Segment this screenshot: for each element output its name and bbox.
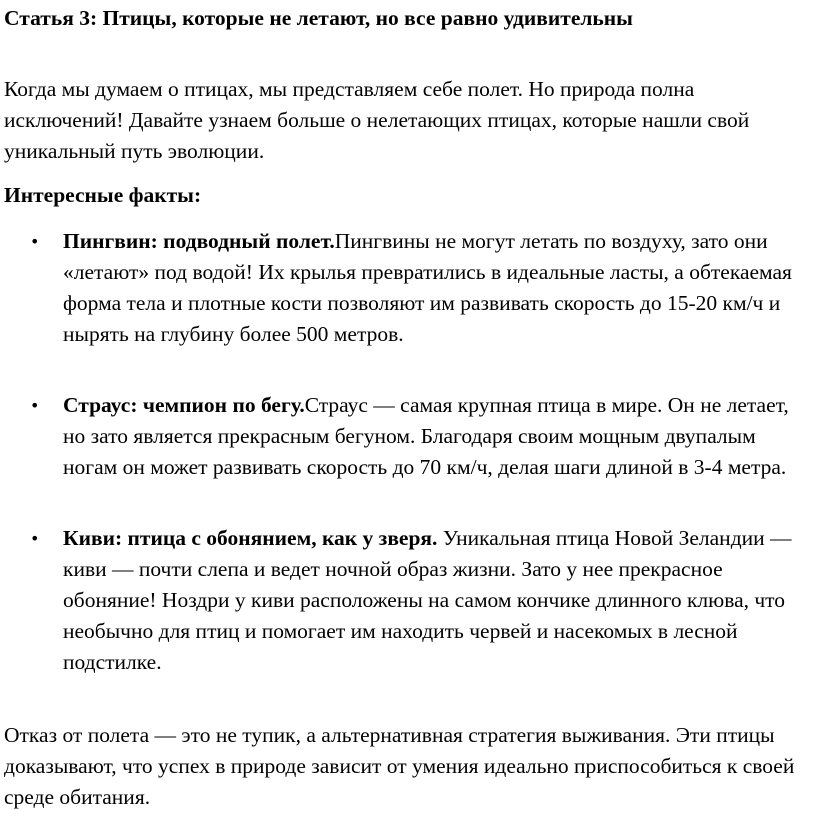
fact-text [63,390,798,483]
fact-title: Страус: чемпион по бегу. [63,393,305,417]
fact-title: Пингвин: подводный полет. [63,229,335,253]
fact-text [63,523,798,678]
facts-heading: Интересные факты: [4,183,202,207]
intro-paragraph: Когда мы думаем о птицах, мы представляем себе полет. Но природа полна исключений! Давайте узнаем больше о нелетающих птицах, которые нашли свой уникальный путь эволюции. [4,77,750,163]
bullet-icon: • [30,232,40,251]
fact-body: Пингвины не могут летать по воздуху, зато они «летают» под водой! Их крылья превратились в идеальные ласты, а обтекаемая форма тела и плотные кости позволяют им развивать скорость до 15-20 км/ч и нырять на глубину более 500 метров. [63,229,792,346]
bullet-icon: • [30,396,40,415]
fact-text [63,226,798,350]
article-title: Статья 3: Птицы, которые не летают, но все равно удивительны [4,6,633,30]
conclusion-paragraph: Отказ от полета — это не тупик, а альтернативная стратегия выживания. Эти птицы доказывают, что успех в природе зависит от умения идеально приспособиться к своей среде обитания. [4,723,795,809]
fact-body: Страус — самая крупная птица в мире. Он не летает, но зато является прекрасным бегуном. Благодаря своим мощным двупалым ногам он может развивать скорость до 70 км/ч, делая шаги длиной в 3-4 метра. [63,393,789,479]
bullet-icon: • [30,529,40,548]
fact-title: Киви: птица с обонянием, как у зверя. [63,526,438,550]
fact-body: Уникальная птица Новой Зеландии — киви — почти слепа и ведет ночной образ жизни. Зато у нее прекрасное обоняние! Ноздри у киви расположены на самом кончике длинного клюва, что необычно для птиц и помогает им находить червей и насекомых в лесной подстилке. [63,526,792,674]
